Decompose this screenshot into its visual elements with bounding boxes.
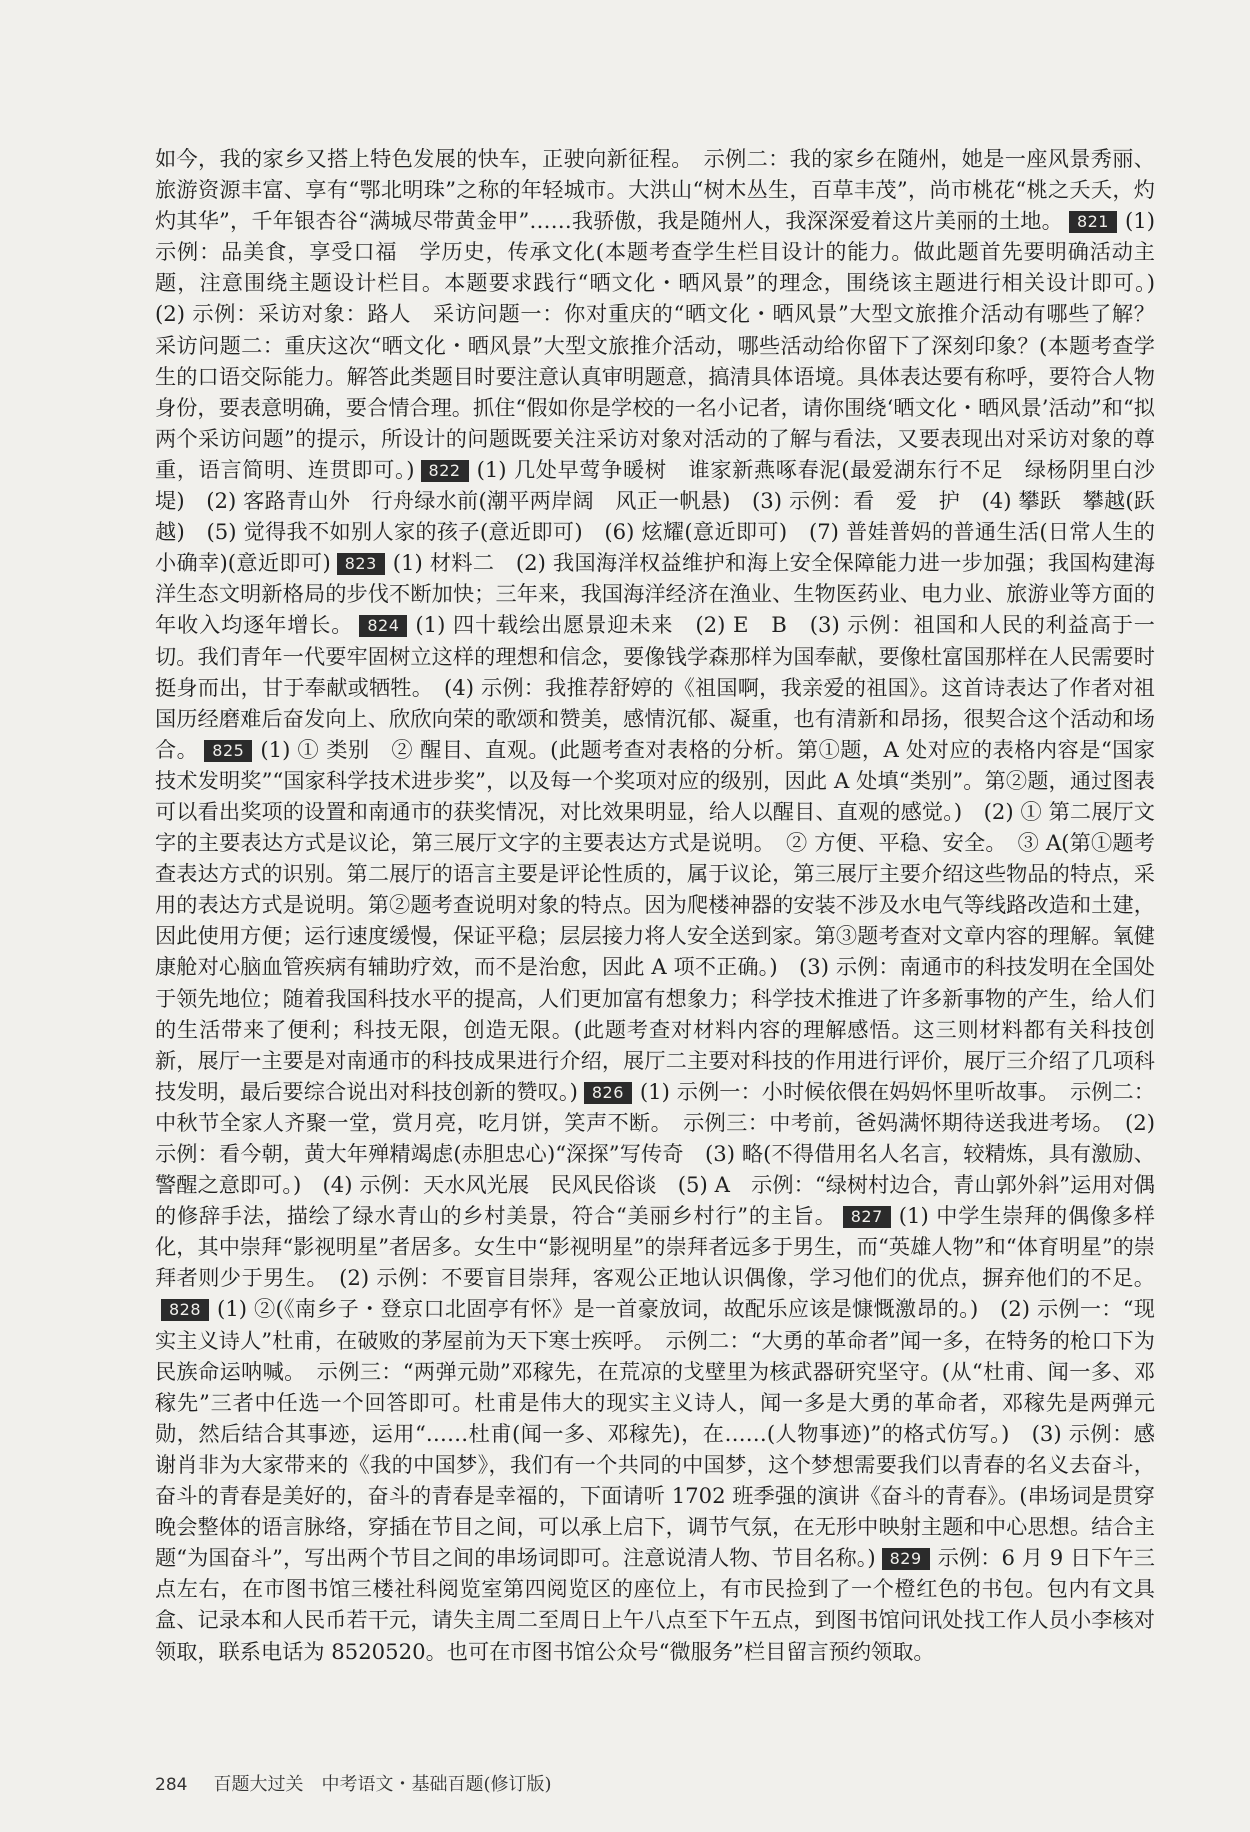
answer-828: (1) ②(《南乡子・登京口北固亭有怀》是一首豪放词，故配乐应该是慷慨激昂的。) (2) 示例一：“现实主义诗人”杜甫，在破败的茅屋前为天下寒士疾呼。 示例二：“大勇的革命者”闻一多，在特务的枪口下为民族命运呐喊。 示例三：“两弹元勋”邓稼先，在荒凉的戈壁里为核武器研究坚守。(从“杜甫、闻一多、邓稼先”三者中任选一个回答即可。杜甫是伟大的现实主义诗人，闻一多是大勇的革命者，邓稼先是两弹元勋，然后结合其事迹，运用“……杜甫(闻一多、邓稼先)，在……(人物事迹)”的格式仿写。) (3) 示例：感谢肖非为大家带来的《我的中国梦》，我们有一个共同的中国梦，这个梦想需要我们以青春的名义去奋斗，奋斗的青春是美好的，奋斗的青春是幸福的，下面请听 1702 班季强的演讲《奋斗的青春》。(串场词是贯穿晚会整体的语言脉络，穿插在节目之间，可以承上启下，调节气氛，在无形中映射主题和中心思想。结合主题“为国奋斗”，写出两个节目之间的串场词即可。注意说清人物、节目名称。) [155,1296,1155,1571]
question-number-823: 823 [337,553,385,575]
answer-821: (1) 示例：品美食，享受口福 学历史，传承文化(本题考查学生栏目设计的能力。做此题首先要明确活动主题，注意围绕主题设计栏目。本题要求践行“晒文化・晒风景”的理念，围绕该主题进行相关设计即可。) (2) 示例：采访对象：路人 采访问题一：你对重庆的“晒文化・晒风景”大型文旅推介活动有哪些了解？ 采访问题二：重庆这次“晒文化・晒风景”大型文旅推介活动，哪些活动给你留下了深刻印象？(本题考查学生的口语交际能力。解答此类题目时要注意认真审明题意，搞清具体语境。具体表达要有称呼，要符合人物身份，要表意明确，要合情合理。抓住“假如你是学校的一名小记者，请你围绕‘晒文化・晒风景’活动”和“拟两个采访问题”的提示，所设计的问题既要关注采访对象对活动的了解与看法，又要表现出对采访对象的尊重，语言简明、连贯即可。) [155,208,1177,482]
question-number-824: 824 [359,615,407,637]
question-number-825: 825 [204,740,252,762]
answer-823: (1) 材料二 (2) 我国海洋权益维护和海上安全保障能力进一步加强；我国构建海洋生态文明新格局的步伐不断加快；三年来，我国海洋经济在渔业、生物医药业、电力业、旅游业等方面的年收入均逐年增长。 [155,550,1155,638]
answer-827: (1) 中学生崇拜的偶像多样化，其中崇拜“影视明星”者居多。女生中“影视明星”的崇拜者远多于男生，而“英雄人物”和“体育明星”的崇拜者则少于男生。 (2) 示例：不要盲目崇拜，客观公正地认识偶像，学习他们的优点，摒弃他们的不足。 [155,1203,1155,1291]
answer-822: (1) 几处早莺争暖树 谁家新燕啄春泥(最爱湖东行不足 绿杨阴里白沙堤) (2) 客路青山外 行舟绿水前(潮平两岸阔 风正一帆悬) (3) 示例：看 爱 护 (4) 攀跃 攀越(跃越) (5) 觉得我不如别人家的孩子(意近即可) (6) 炫耀(意近即可) (7) 普娃普妈的普通生活(日常人生的小确幸)(意近即可) [155,456,1155,576]
answer-829: 示例：6 月 9 日下午三点左右，在市图书馆三楼社科阅览室第四阅览区的座位上，有市民捡到了一个橙红色的书包。包内有文具盒、记录本和人民币若干元，请失主周二至周日上午八点至下午五点，到图书馆问讯处找工作人员小李核对领取，联系电话为 8520520。也可在市图书馆公众号“微服务”栏目留言预约领取。 [155,1545,1155,1664]
answer-text-block [155,143,1177,1667]
question-number-829: 829 [882,1548,930,1570]
question-number-822: 822 [421,460,469,482]
page-number: 284 [155,1775,188,1795]
question-number-827: 827 [843,1206,891,1228]
question-number-826: 826 [584,1082,632,1104]
answer-825: (1) ① 类别 ② 醒目、直观。(此题考查对表格的分析。第①题，A 处对应的表格内容是“国家技术发明奖”“国家科学技术进步奖”，以及每一个奖项对应的级别，因此 A 处填“类别”。第②题，通过图表可以看出奖项的设置和南通市的获奖情况，对比效果明显，给人以醒目、直观的感觉。) (2) ① 第二展厅文字的主要表达方式是议论，第三展厅文字的主要表达方式是说明。 ② 方便、平稳、安全。 ③ A(第①题考查表达方式的识别。第二展厅的语言主要是评论性质的，属于议论，第三展厅主要介绍这些物品的特点，采用的表达方式是说明。第②题考查说明对象的特点。因为爬楼神器的安装不涉及水电气等线路改造和土建，因此使用方便；运行速度缓慢，保证平稳；层层接力将人安全送到家。第③题考查对文章内容的理解。氧健康舱对心脑血管疾病有辅助疗效，而不是治愈，因此 A 项不正确。) (3) 示例：南通市的科技发明在全国处于领先地位；随着我国科技水平的提高，人们更加富有想象力；科学技术推进了许多新事物的产生，给人们的生活带来了便利；科技无限，创造无限。(此题考查对材料内容的理解感悟。这三则材料都有关科技创新，展厅一主要是对南通市的科技成果进行介绍，展厅二主要对科技的作用进行评价，展厅三介绍了几项科技发明，最后要综合说出对科技创新的赞叹。) [155,736,1155,1104]
answer-824: (1) 四十载绘出愿景迎未来 (2) E B (3) 示例：祖国和人民的利益高于一切。我们青年一代要牢固树立这样的理想和信念，要像钱学森那样为国奉献，要像杜富国那样在人民需要时挺身而出，甘于奉献或牺牲。 (4) 示例：我推荐舒婷的《祖国啊，我亲爱的祖国》。这首诗表达了作者对祖国历经磨难后奋发向上、欣欣向荣的歌颂和赞美，感情沉郁、凝重，也有清新和昂扬，很契合这个活动和场合。 [155,612,1155,762]
answer-intro: 如今，我的家乡又搭上特色发展的快车，正驶向新征程。 示例二：我的家乡在随州，她是一座风景秀丽、旅游资源丰富、享有“鄂北明珠”之称的年轻城市。大洪山“树木丛生，百草丰茂”，尚市桃花“桃之夭夭，灼灼其华”，千年银杏谷“满城尽带黄金甲”……我骄傲，我是随州人，我深深爱着这片美丽的土地。 [155,146,1155,234]
answer-826: (1) 示例一：小时候依偎在妈妈怀里听故事。 示例二：中秋节全家人齐聚一堂，赏月亮，吃月饼，笑声不断。 示例三：中考前，爸妈满怀期待送我进考场。 (2) 示例：看今朝，黄大年殚精竭虑(赤胆忠心)“深探”写传奇 (3) 略(不得借用名人名言，较精炼，具有激励、警醒之意即可。) (4) 示例：天水风光展 民风民俗谈 (5) A 示例：“绿树村边合，青山郭外斜”运用对偶的修辞手法，描绘了绿水青山的乡村美景，符合“美丽乡村行”的主旨。 [155,1078,1155,1229]
question-number-821: 821 [1069,211,1117,233]
book-title: 百题大过关 中考语文・基础百题(修订版) [213,1774,552,1795]
page-footer [155,1770,552,1796]
question-number-828: 828 [161,1299,209,1321]
